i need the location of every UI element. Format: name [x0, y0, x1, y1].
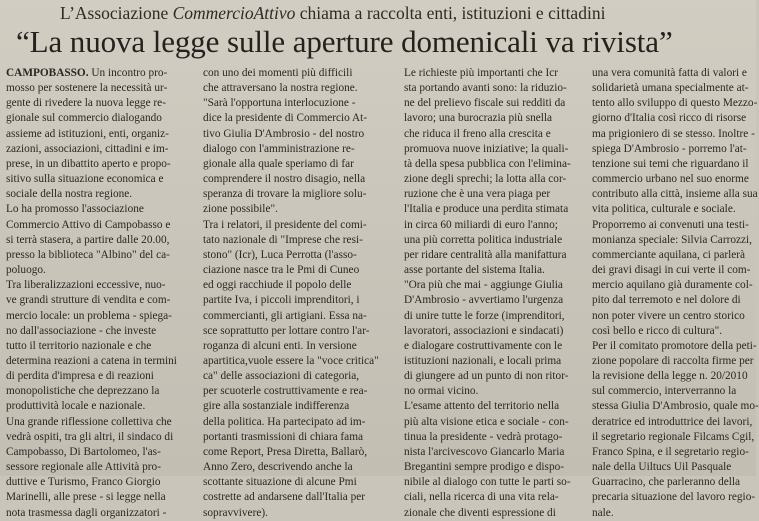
column-line: tutto il territorio nazionale e che	[6, 339, 152, 352]
column-line: no ormai vicino.	[404, 385, 479, 398]
column-line: nale.	[592, 506, 614, 519]
column-line: e dialogare costruttivamente con le	[404, 339, 563, 352]
column-line: "Sarà l'opportuna interlocuzione -	[203, 97, 356, 110]
column-line: dialogo con l'amministrazione re-	[203, 142, 355, 155]
column-line: lavoratori, associazioni e sindacati)	[404, 324, 564, 337]
kicker-text-end: chiama a raccolta enti, istituzioni e cittadini	[295, 3, 606, 23]
column-line: Tra i relatori, il presidente del comi-	[203, 218, 367, 231]
column-line: partite Iva, i piccoli imprenditori, i	[203, 294, 360, 307]
column-line: prese, in un dibattito aperto e propo-	[6, 157, 171, 170]
column-line: Tra liberalizzazioni eccessive, nuo-	[6, 279, 166, 292]
kicker-text-start: L’Associazione	[60, 3, 173, 23]
column-line: per ridare centralità alla manifattura	[404, 248, 567, 261]
column-line: Anno Zero, descrivendo anche la	[203, 461, 353, 474]
column-line: comprendere il nostro disagio, nella	[203, 173, 366, 186]
column-line: precaria situazione del lavoro regio-	[592, 491, 756, 504]
column-line: dice la presidente di Commercio At-	[203, 112, 368, 125]
column-line: D'Ambrosio - avvertiamo l'urgenza	[404, 294, 564, 307]
column-line: monianza speciale: Silvia Carrozzi,	[592, 233, 752, 246]
column-line: "Ora più che mai - aggiunge Giulia	[404, 279, 563, 292]
column-line: portanti trasmissioni di chiara fama	[203, 430, 363, 443]
column-line: ve grandi strutture di vendita e com-	[6, 294, 171, 307]
column-line: di giungere ad un punto di non ritor-	[404, 370, 569, 383]
column-line: zione possibile".	[203, 203, 278, 216]
column-line: il segretario regionale Filcams Cgil,	[592, 430, 755, 443]
column-line: gionale alla quale speriamo di far	[203, 157, 354, 170]
column-line: zazioni, associazioni, cittadini e im-	[6, 142, 169, 155]
column-line: Lo ha promosso l'associazione	[6, 203, 144, 216]
column-line: ciazione nasce tra le Pmi di Cuneo	[203, 264, 360, 277]
column-line: mercio locale: un problema - spiega-	[6, 309, 172, 322]
column-line: giorno d'Italia così ricco di risorse	[592, 112, 747, 125]
column-line: gente di rivedere la nuova legge re-	[6, 97, 166, 110]
column-line: tinua la presidente - vedrà protago-	[404, 430, 563, 443]
column-line: lavoro; una burocrazia più snella	[404, 112, 553, 125]
article-column-4	[592, 66, 759, 519]
column-line: speranza di trovare la migliore solu-	[203, 188, 367, 201]
column-line: promuova nuove iniziative; la quali-	[404, 142, 569, 155]
column-line: gionale sul commercio dialogando	[6, 112, 162, 125]
column-line: stono" (Icr), Luca Perrotta (l'asso-	[203, 248, 357, 261]
column-line: costrette ad andarsene dall'Italia per	[203, 491, 365, 504]
column-line: Le richieste più importanti che Icr	[404, 67, 559, 79]
column-line: l'Italia e produce una perdita stimata	[404, 203, 569, 216]
column-line: tento allo sviluppo di questo Mezzo-	[592, 97, 758, 110]
column-line: sessore regionale alle Attività pro-	[6, 461, 161, 474]
column-line: della politica. Ha partecipato ad im-	[203, 415, 366, 428]
column-line: nista l'arcivescovo Giancarlo Maria	[404, 445, 565, 458]
column-line: assieme ad istituzioni, enti, organiz-	[6, 127, 169, 140]
column-line: di perdita d'impresa e di reazioni	[6, 370, 154, 383]
column-line: vedrà ospiti, tra gli altri, il sindaco di	[6, 430, 174, 443]
column-line: zione degli sprechi; la lotta alla cor-	[404, 173, 567, 186]
column-line: sociale della nostra regione.	[6, 188, 133, 201]
column-line: commercianti, gli artigiani. Essa na-	[203, 309, 367, 322]
column-line: commerciante aquilana, ci parlerà	[592, 248, 746, 261]
column-line: una più corretta politica industriale	[404, 233, 563, 246]
column-line: sta portando avanti sono: la riduzio-	[404, 82, 567, 95]
article-column-3	[404, 66, 596, 519]
column-line: deratrice ed introduttrice dei lavori,	[592, 415, 753, 428]
column-line: sul commercio, interverranno la	[592, 385, 737, 398]
column-line: Guarracino, che parleranno della	[592, 476, 741, 489]
first-line-text: Un incontro pro-	[88, 67, 168, 79]
column-line: sce soprattutto per lottare contro l'ar-	[203, 324, 370, 337]
column-line: con uno dei momenti più difficili	[203, 67, 353, 79]
column-line: Bregantini sempre prodigo e dispo-	[404, 461, 565, 474]
column-line: sitivo sulla situazione economica e	[6, 173, 164, 186]
column-line: determina reazioni a catena in termini	[6, 354, 177, 367]
article-headline: “La nuova legge sulle aperture domenicali va rivista”	[16, 24, 673, 59]
column-line: zione popolare di raccolta firme per	[592, 354, 754, 367]
column-line: tenzione sui temi che riguardano il	[592, 157, 749, 170]
column-line: presso la biblioteca "Albino" del ca-	[6, 248, 170, 261]
column-line: Proporremo ai convenuti una testi-	[592, 218, 749, 231]
column-line: tà della spesa pubblica con l'elimina-	[404, 157, 571, 170]
column-line: come Report, Presa Diretta, Ballarò,	[203, 445, 368, 458]
column-line: nota trasmessa dagli organizzatori -	[6, 506, 167, 519]
column-line: commercio urbano nel suo enorme	[592, 173, 749, 186]
column-line: pito dal terremoto e nel dolore di	[592, 294, 741, 307]
article-kicker	[60, 3, 740, 24]
column-line: istituzioni nazionali, e locali prima	[404, 354, 562, 367]
article-dateline: CAMPOBASSO.	[6, 67, 89, 79]
column-line: spiega D'Ambrosio - porremo l'at-	[592, 142, 747, 155]
column-line: vita politica, culturale e sociale.	[592, 203, 736, 216]
column-line: ruzione che è una vera piaga per	[404, 188, 551, 201]
column-line: duttive e Turismo, Franco Giorgio	[6, 476, 161, 489]
column-line: asse portante del sistema Italia.	[404, 264, 545, 277]
column-line: produttività locale e nazionale.	[6, 400, 146, 413]
column-line	[6, 66, 198, 81]
column-line: poluogo.	[6, 264, 46, 277]
column-line: Per il comitato promotore della peti-	[592, 339, 757, 352]
column-line: si terrà stasera, a partire dalle 20.00,	[6, 233, 170, 246]
article-column-2	[203, 66, 395, 519]
column-line: in circa 60 miliardi di euro l'anno;	[404, 218, 558, 231]
column-line: che attraversano la nostra regione.	[203, 82, 358, 95]
column-line: Campobasso, Di Bartolomeo, l'as-	[6, 445, 161, 458]
column-line: Una grande riflessione collettiva che	[6, 415, 172, 428]
column-line: ne del prelievo fiscale sui redditi da	[404, 97, 566, 110]
column-line: nale della Uiltucs Uil Pasquale	[592, 461, 732, 474]
column-line: stessa Giulia D'Ambrosio, quale mo-	[592, 400, 759, 413]
column-line: ca" delle associazioni di categoria,	[203, 370, 360, 383]
column-line: Franco Spina, e il segretario regio-	[592, 445, 749, 458]
column-line: L'esame attento del territorio nella	[404, 400, 560, 413]
column-line: di unire tutte le forze (imprenditori,	[404, 309, 565, 322]
column-line: tato nazionale di "Imprese che resi-	[203, 233, 363, 246]
column-line: monopolistiche che deprezzano la	[6, 385, 160, 398]
column-line: mercio aquilano già duramente col-	[592, 279, 753, 292]
column-line: una vera comunità fatta di valori e	[592, 67, 747, 79]
column-line: ciali, nella ricerca di una vita rela-	[404, 491, 559, 504]
column-line: sopravvivere).	[203, 506, 268, 519]
column-line: che riduca il freno alla crescita e	[404, 127, 551, 140]
column-line: Commercio Attivo di Campobasso e	[6, 218, 171, 231]
column-line: tivo Giulia D'Ambrosio - del nostro	[203, 127, 365, 140]
article-column-1	[6, 66, 198, 519]
column-line: contributo alla città, insieme alla sua	[592, 188, 758, 201]
column-line: nibile al dialogo con tutte le parti so-	[404, 476, 571, 489]
column-line: così bello e ricco di cultura".	[592, 324, 723, 337]
column-line: Marinelli, alle prese - si legge nella	[6, 491, 166, 504]
column-line: ma prigioniero di se stesso. Inoltre -	[592, 127, 755, 140]
column-line: non poter vivere un centro storico	[592, 309, 745, 322]
column-line: no dall'associazione - che investe	[6, 324, 157, 337]
column-line: ed oggi racchiude il popolo delle	[203, 279, 352, 292]
column-line: mosso per sostenere la necessità ur-	[6, 82, 168, 95]
column-line: apartitica,vuole essere la "voce critica"	[203, 354, 379, 367]
column-line: gire alla sostanziale indifferenza	[203, 400, 350, 413]
column-line: solidarietà umana specialmente at-	[592, 82, 749, 95]
column-line: dei gravi disagi in cui verte il com-	[592, 264, 751, 277]
column-line: zionale che diventi espressione di	[404, 506, 556, 519]
column-line: per scuoterle costruttivamente e rea-	[203, 385, 368, 398]
column-line: la revisione della legge n. 20/2010	[592, 370, 748, 383]
column-line: più alta visione etica e sociale - con-	[404, 415, 569, 428]
kicker-association-name: CommercioAttivo	[172, 3, 296, 23]
column-line: roganza di alcuni enti. In versione	[203, 339, 357, 352]
column-line: scottante situazione di alcune Pmi	[203, 476, 357, 489]
